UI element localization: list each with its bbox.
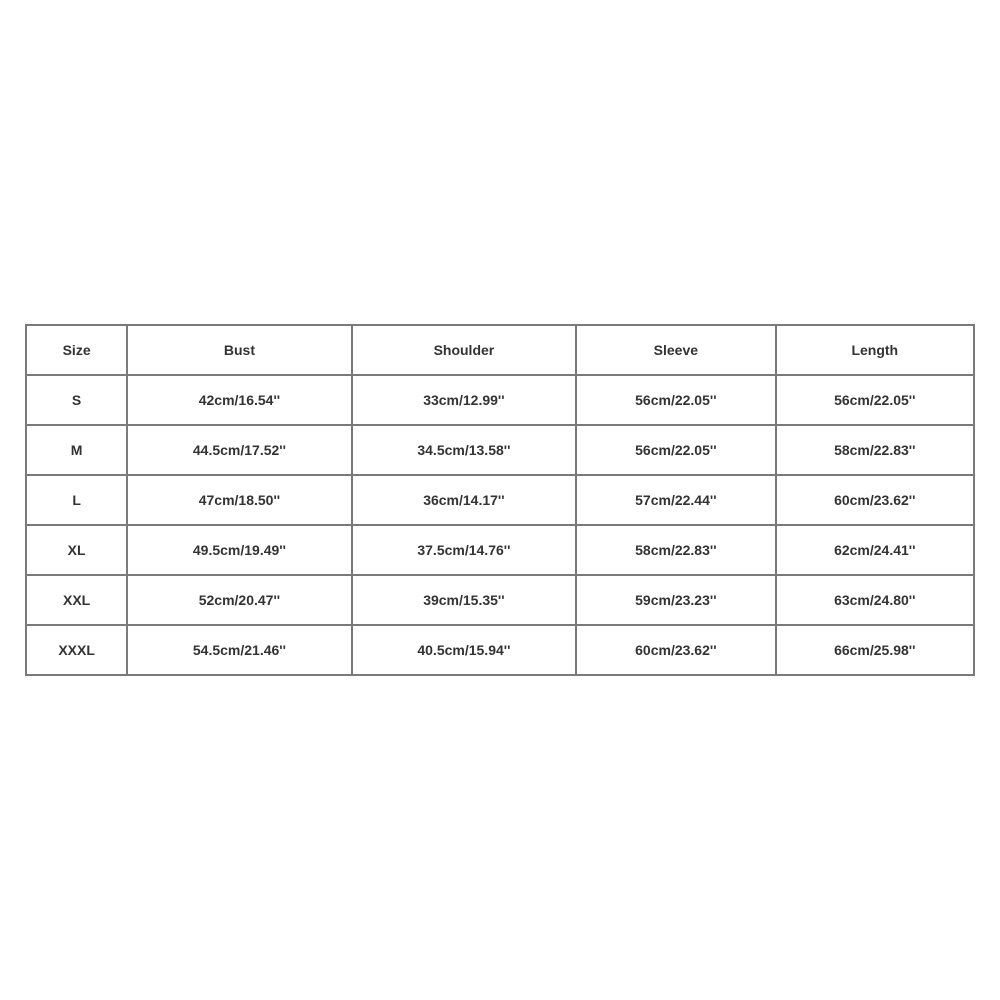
cell-length: 60cm/23.62'' bbox=[776, 475, 974, 525]
size-chart-table bbox=[25, 324, 975, 676]
header-length: Length bbox=[776, 325, 974, 375]
header-size: Size bbox=[26, 325, 127, 375]
table-row bbox=[26, 375, 974, 425]
table-row bbox=[26, 475, 974, 525]
table-header bbox=[26, 325, 974, 375]
cell-sleeve: 58cm/22.83'' bbox=[576, 525, 775, 575]
cell-bust: 47cm/18.50'' bbox=[127, 475, 351, 525]
header-bust: Bust bbox=[127, 325, 351, 375]
cell-bust: 44.5cm/17.52'' bbox=[127, 425, 351, 475]
cell-bust: 49.5cm/19.49'' bbox=[127, 525, 351, 575]
header-row bbox=[26, 325, 974, 375]
cell-length: 66cm/25.98'' bbox=[776, 625, 974, 675]
cell-length: 56cm/22.05'' bbox=[776, 375, 974, 425]
cell-shoulder: 34.5cm/13.58'' bbox=[352, 425, 576, 475]
cell-shoulder: 40.5cm/15.94'' bbox=[352, 625, 576, 675]
cell-sleeve: 57cm/22.44'' bbox=[576, 475, 775, 525]
table-body bbox=[26, 375, 974, 675]
cell-length: 58cm/22.83'' bbox=[776, 425, 974, 475]
cell-bust: 52cm/20.47'' bbox=[127, 575, 351, 625]
cell-size: XXXL bbox=[26, 625, 127, 675]
cell-bust: 42cm/16.54'' bbox=[127, 375, 351, 425]
table-row bbox=[26, 525, 974, 575]
cell-length: 63cm/24.80'' bbox=[776, 575, 974, 625]
cell-length: 62cm/24.41'' bbox=[776, 525, 974, 575]
cell-size: S bbox=[26, 375, 127, 425]
cell-shoulder: 37.5cm/14.76'' bbox=[352, 525, 576, 575]
cell-shoulder: 33cm/12.99'' bbox=[352, 375, 576, 425]
cell-bust: 54.5cm/21.46'' bbox=[127, 625, 351, 675]
cell-size: XL bbox=[26, 525, 127, 575]
header-shoulder: Shoulder bbox=[352, 325, 576, 375]
cell-shoulder: 36cm/14.17'' bbox=[352, 475, 576, 525]
table-row bbox=[26, 625, 974, 675]
cell-size: M bbox=[26, 425, 127, 475]
header-sleeve: Sleeve bbox=[576, 325, 775, 375]
cell-size: L bbox=[26, 475, 127, 525]
table-row bbox=[26, 425, 974, 475]
cell-sleeve: 60cm/23.62'' bbox=[576, 625, 775, 675]
cell-shoulder: 39cm/15.35'' bbox=[352, 575, 576, 625]
cell-size: XXL bbox=[26, 575, 127, 625]
cell-sleeve: 59cm/23.23'' bbox=[576, 575, 775, 625]
cell-sleeve: 56cm/22.05'' bbox=[576, 425, 775, 475]
table-row bbox=[26, 575, 974, 625]
cell-sleeve: 56cm/22.05'' bbox=[576, 375, 775, 425]
